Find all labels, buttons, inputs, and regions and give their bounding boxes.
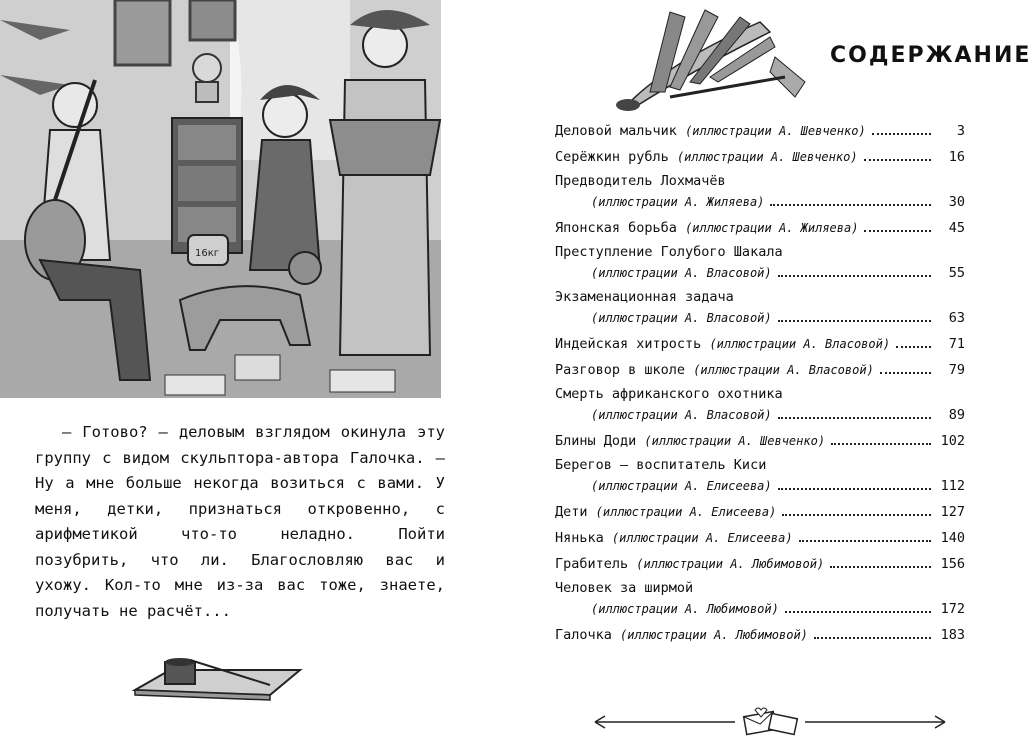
toc-entry[interactable]: [555, 334, 965, 353]
toc-entry-credit: (иллюстрации А. Елисеева): [611, 531, 793, 545]
toc-entry-title: Разговор в школе: [555, 362, 686, 378]
toc-leader-dots: [770, 192, 931, 206]
toc-entry[interactable]: [555, 218, 965, 237]
inkwell-ornament: [130, 650, 305, 710]
toc-leader-dots: [872, 121, 931, 135]
toc-entry-page: 71: [948, 336, 965, 352]
toc-entry-credit: (иллюстрации А. Елисеева): [591, 479, 772, 493]
right-page: [500, 0, 1031, 743]
divider-ornament: [595, 708, 955, 736]
toc-entry-credit: (иллюстрации А. Жиляева): [591, 195, 765, 209]
toc-entry-credit: (иллюстрации А. Жиляева): [685, 221, 859, 235]
toc-leader-dots: [778, 308, 931, 322]
toc-entry-credit: (иллюстрации А. Елисеева): [595, 505, 777, 519]
toc-entry-page: 89: [948, 407, 965, 423]
toc-entry-page: 45: [948, 220, 965, 236]
toc-entry[interactable]: [555, 121, 965, 140]
toc-entry-credit: (иллюстрации А. Власовой): [591, 311, 772, 325]
toc-entry[interactable]: [555, 457, 965, 495]
toc-entry-credit: (иллюстрации А. Любимовой): [620, 628, 808, 642]
toc-entry-title: Предводитель Лохмачёв: [555, 173, 726, 189]
toc-entry-page: 172: [940, 601, 965, 617]
toc-entry[interactable]: [555, 386, 965, 424]
toc-leader-dots: [782, 502, 931, 516]
toc-entry[interactable]: [555, 244, 965, 282]
toc-entry-credit: (иллюстрации А. Власовой): [693, 363, 874, 377]
toc-entry-title: Нянька: [555, 530, 604, 546]
toc-leader-dots: [831, 431, 931, 445]
toc-leader-dots: [864, 147, 931, 161]
toc-entry[interactable]: [555, 580, 965, 618]
toc-entry-title: Блины Доди: [555, 433, 637, 449]
toc-entry-title: Дети: [555, 504, 588, 520]
story-paragraph-block: [35, 420, 445, 624]
toc-leader-dots: [778, 405, 931, 419]
feather-headdress-ornament: [610, 2, 820, 114]
toc-list: [555, 121, 965, 651]
toc-entry-page: 156: [940, 556, 965, 572]
toc-entry-title: Грабитель: [555, 556, 629, 572]
toc-entry-title: Галочка: [555, 627, 612, 643]
story-paragraph: – Готово? – деловым взглядом окинула эту группу с видом скульптора-автора Галочка. – Ну а мне больше некогда возиться с вами. У меня, детки, признаться откровенно, с арифметикой что-то неладно. Пойти позубрить, что ли. Благословляю вас и ухожу. Кол-то мне из-за вас тоже, знаете, получать не расчёт...: [35, 423, 445, 620]
toc-entry-title: Преступление Голубого Шакала: [555, 244, 783, 260]
toc-entry-page: 140: [940, 530, 965, 546]
toc-leader-dots: [896, 334, 931, 348]
toc-leader-dots: [778, 476, 931, 490]
toc-entry-page: 16: [948, 149, 965, 165]
toc-entry-credit: (иллюстрации А. Шевченко): [676, 150, 858, 164]
toc-entry-title: Серёжкин рубль: [555, 149, 669, 165]
toc-entry-page: 3: [956, 123, 965, 139]
toc-leader-dots: [864, 218, 931, 232]
toc-entry[interactable]: [555, 502, 965, 521]
toc-entry-title: Индейская хитрость: [555, 336, 702, 352]
toc-entry[interactable]: [555, 147, 965, 166]
toc-entry[interactable]: [555, 625, 965, 644]
toc-leader-dots: [778, 263, 931, 277]
toc-entry[interactable]: [555, 289, 965, 327]
toc-entry-page: 102: [940, 433, 965, 449]
toc-entry-page: 55: [948, 265, 965, 281]
toc-entry-credit: (иллюстрации А. Власовой): [591, 266, 772, 280]
illustration-drawing: [0, 0, 441, 398]
toc-entry-page: 63: [948, 310, 965, 326]
weight-label: 16кг: [195, 248, 220, 259]
toc-entry[interactable]: [555, 360, 965, 379]
toc-leader-dots: [880, 360, 931, 374]
toc-entry-page: 112: [940, 478, 965, 494]
toc-leader-dots: [814, 625, 931, 639]
toc-entry-credit: (иллюстрации А. Любимовой): [591, 602, 779, 616]
toc-entry[interactable]: [555, 431, 965, 450]
toc-entry[interactable]: [555, 173, 965, 211]
toc-title: СОДЕРЖАНИЕ: [830, 43, 1031, 68]
toc-leader-dots: [785, 599, 931, 613]
book-illustration: [0, 0, 441, 398]
toc-entry-title: Японская борьба: [555, 220, 677, 236]
toc-leader-dots: [799, 528, 931, 542]
toc-entry-title: Деловой мальчик: [555, 123, 677, 139]
toc-entry-title: Берегов – воспитатель Киси: [555, 457, 767, 473]
left-page: [0, 0, 500, 743]
toc-entry-page: 127: [940, 504, 965, 520]
toc-entry-credit: (иллюстрации А. Любимовой): [636, 557, 825, 571]
toc-entry-credit: (иллюстрации А. Шевченко): [685, 124, 866, 138]
toc-entry-title: Экзаменационная задача: [555, 289, 734, 305]
toc-entry[interactable]: [555, 528, 965, 547]
toc-leader-dots: [830, 554, 931, 568]
toc-entry-title: Смерть африканского охотника: [555, 386, 783, 402]
toc-entry-page: 183: [940, 627, 965, 643]
toc-entry[interactable]: [555, 554, 965, 573]
toc-entry-credit: (иллюстрации А. Власовой): [591, 408, 772, 422]
toc-entry-credit: (иллюстрации А. Власовой): [709, 337, 891, 351]
toc-entry-credit: (иллюстрации А. Шевченко): [644, 434, 826, 448]
toc-entry-title: Человек за ширмой: [555, 580, 694, 596]
toc-entry-page: 79: [948, 362, 965, 378]
toc-entry-page: 30: [948, 194, 965, 210]
